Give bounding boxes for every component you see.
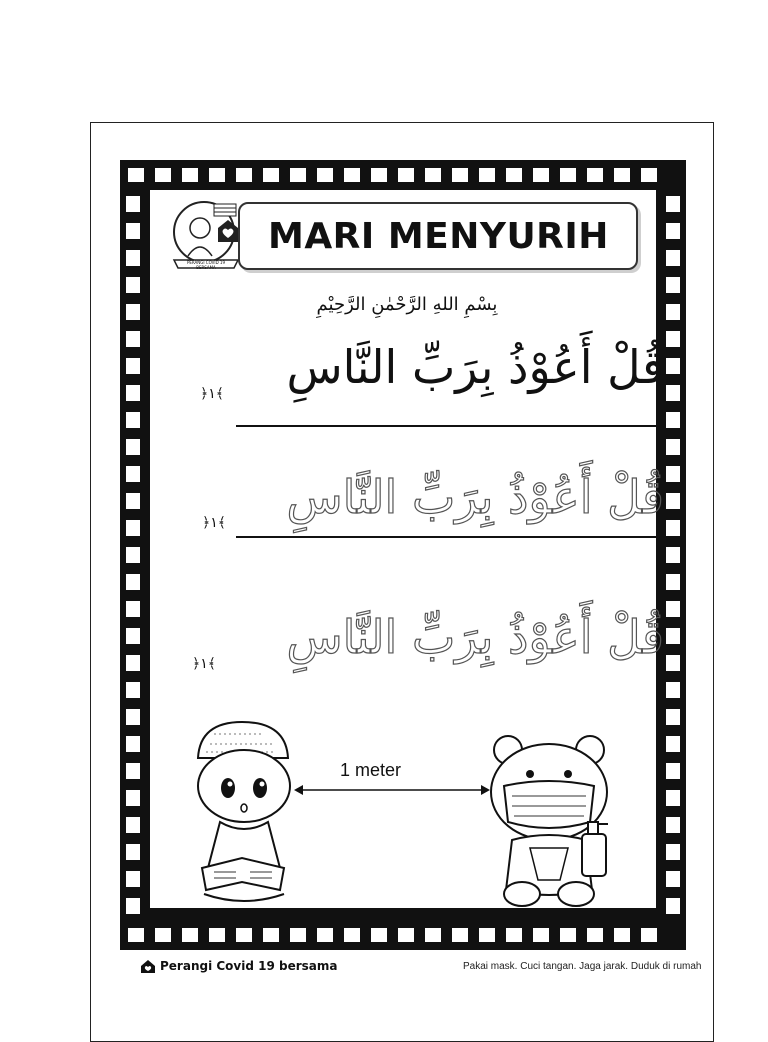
frame-square <box>666 817 680 833</box>
ayah-number-marker: ﴿١﴾ <box>200 386 224 402</box>
frame-square <box>666 547 680 563</box>
footer-left-text: Perangi Covid 19 bersama <box>160 959 338 973</box>
frame-square <box>641 928 657 942</box>
basmala-text: بِسْمِ اللهِ الرَّحْمٰنِ الرَّحِيْمِ <box>316 294 498 315</box>
frame-square <box>126 790 140 806</box>
frame-square <box>126 844 140 860</box>
frame-square <box>666 871 680 887</box>
frame-square <box>126 250 140 266</box>
frame-square <box>371 168 387 182</box>
frame-square <box>126 682 140 698</box>
ayah-trace-text-1: قُلْ أَعُوْذُ بِرَبِّ النَّاسِ <box>286 470 664 524</box>
frame-square <box>533 928 549 942</box>
frame-square <box>666 412 680 428</box>
distance-label: 1 meter <box>340 760 402 780</box>
distance-arrow <box>294 783 490 797</box>
frame-square <box>126 520 140 536</box>
frame-square <box>263 168 279 182</box>
trace-baseline-1 <box>236 536 664 538</box>
frame-square <box>126 574 140 590</box>
frame-square <box>236 928 252 942</box>
frame-square <box>128 168 144 182</box>
frame-square <box>452 168 468 182</box>
frame-square <box>317 168 333 182</box>
frame-square <box>666 655 680 671</box>
frame-square <box>666 250 680 266</box>
frame-square <box>155 168 171 182</box>
frame-square <box>126 655 140 671</box>
frame-square <box>126 412 140 428</box>
frame-square <box>128 928 144 942</box>
frame-square <box>126 358 140 374</box>
frame-square <box>126 493 140 509</box>
frame-square <box>290 168 306 182</box>
frame-square <box>666 439 680 455</box>
boy-reading-quran-illustration <box>184 718 304 908</box>
frame-square <box>425 928 441 942</box>
bear-with-mask-illustration <box>482 730 622 910</box>
frame-square <box>666 223 680 239</box>
frame-square <box>126 871 140 887</box>
frame-square <box>666 196 680 212</box>
frame-square <box>533 168 549 182</box>
frame-square <box>614 928 630 942</box>
frame-square <box>182 168 198 182</box>
frame-square <box>506 928 522 942</box>
frame-square <box>182 928 198 942</box>
frame-square <box>560 928 576 942</box>
frame-square <box>666 574 680 590</box>
frame-square <box>126 223 140 239</box>
footer-right-text: Pakai mask. Cuci tangan. Jaga jarak. Duduk di rumah <box>463 961 702 972</box>
frame-square <box>666 682 680 698</box>
frame-square <box>126 439 140 455</box>
frame-square <box>126 547 140 563</box>
frame-square <box>560 168 576 182</box>
frame-square <box>452 928 468 942</box>
frame-square <box>344 168 360 182</box>
frame-square <box>236 168 252 182</box>
frame-square <box>666 466 680 482</box>
frame-square <box>641 168 657 182</box>
home-heart-icon <box>140 958 156 974</box>
frame-square <box>666 709 680 725</box>
frame-square <box>398 928 414 942</box>
frame-square <box>209 168 225 182</box>
frame-square <box>666 493 680 509</box>
frame-square <box>126 466 140 482</box>
footer-campaign <box>140 958 338 974</box>
frame-square <box>666 844 680 860</box>
ayah-number-marker-2: ﴿١﴾ <box>202 515 226 531</box>
frame-square <box>666 763 680 779</box>
frame-square <box>506 168 522 182</box>
frame-square <box>666 358 680 374</box>
ayah-trace-text-2: قُلْ أَعُوْذُ بِرَبِّ النَّاسِ <box>286 610 664 664</box>
frame-square <box>317 928 333 942</box>
frame-square <box>587 168 603 182</box>
frame-square <box>263 928 279 942</box>
ayah-number: ١ <box>200 656 208 672</box>
frame-square <box>479 168 495 182</box>
frame-square <box>666 601 680 617</box>
frame-square <box>126 277 140 293</box>
frame-square <box>126 898 140 914</box>
frame-square <box>666 331 680 347</box>
frame-square <box>126 736 140 752</box>
frame-square <box>666 520 680 536</box>
frame-square <box>614 168 630 182</box>
logo-caption: PERANGI COVID 19 BERSAMA <box>186 260 226 270</box>
frame-square <box>126 196 140 212</box>
ayah-number: ١ <box>210 515 218 531</box>
frame-square <box>666 304 680 320</box>
frame-square <box>666 628 680 644</box>
frame-square <box>126 304 140 320</box>
frame-square <box>666 385 680 401</box>
frame-square <box>209 928 225 942</box>
frame-square <box>666 898 680 914</box>
frame-square <box>398 168 414 182</box>
frame-square <box>126 601 140 617</box>
frame-square <box>666 790 680 806</box>
frame-square <box>155 928 171 942</box>
ayah-number: ١ <box>208 386 216 402</box>
ayah-baseline <box>236 425 664 427</box>
frame-square <box>126 628 140 644</box>
frame-square <box>587 928 603 942</box>
frame-square <box>126 763 140 779</box>
frame-square <box>126 385 140 401</box>
frame-square <box>371 928 387 942</box>
frame-square <box>126 817 140 833</box>
frame-square <box>425 168 441 182</box>
frame-square <box>666 736 680 752</box>
page-title: MARI MENYURIH <box>268 216 609 257</box>
frame-square <box>126 709 140 725</box>
frame-square <box>344 928 360 942</box>
ayah-solid-text: قُلْ أَعُوْذُ بِرَبِّ النَّاسِ <box>286 340 664 394</box>
frame-square <box>666 277 680 293</box>
frame-square <box>126 331 140 347</box>
ayah-number-marker-3: ﴿١﴾ <box>192 656 216 672</box>
frame-square <box>479 928 495 942</box>
frame-square <box>290 928 306 942</box>
